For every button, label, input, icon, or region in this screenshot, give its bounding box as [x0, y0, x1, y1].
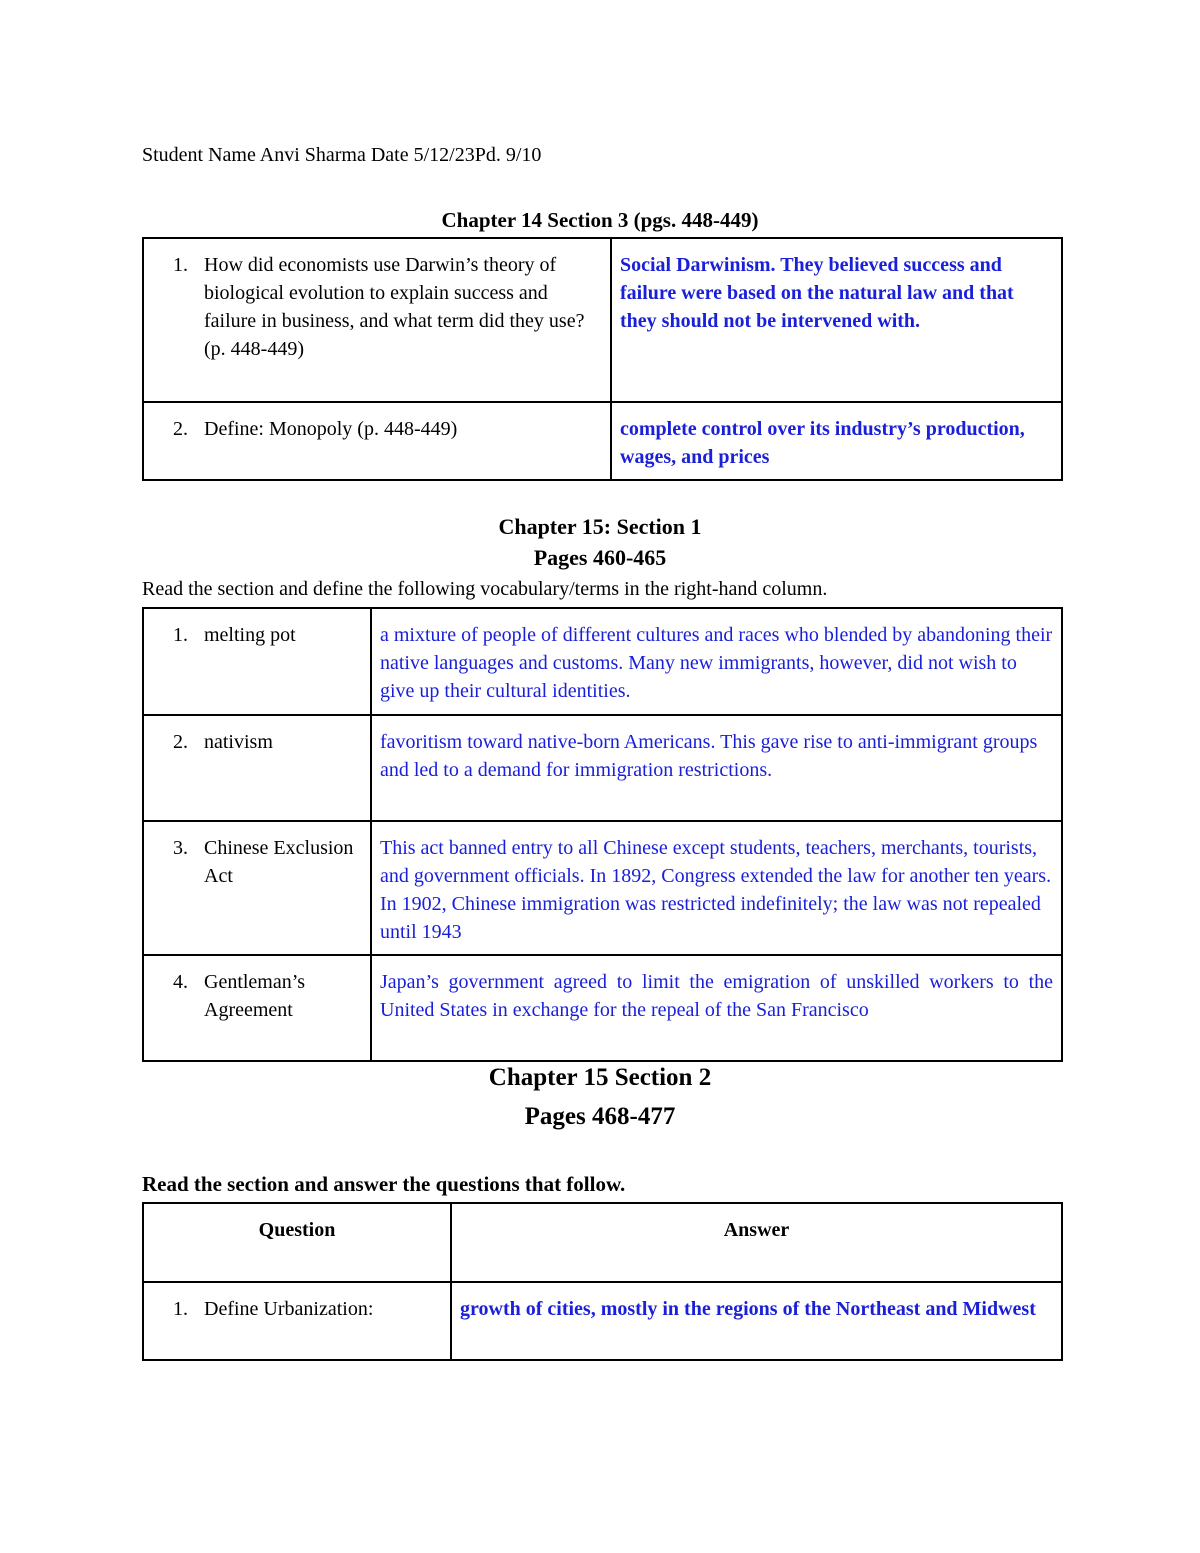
column-header-answer: Answer: [451, 1203, 1062, 1282]
definition-text: favoritism toward native-born Americans. This gave rise to anti-immigrant groups and led to a demand for immigration restrictions.: [380, 731, 1038, 781]
table-row: [143, 238, 1062, 402]
definition-text: This act banned entry to all Chinese except students, teachers, merchants, tourists, and government officials. In 1892, Congress extended the law for another ten years. In 1902, Chinese immigration was restricted indefinitely; the law was not repealed until 1943: [380, 837, 1052, 943]
row-number: 2.: [173, 731, 188, 753]
chapter-14-table: [142, 237, 1063, 481]
term-text: Gentleman’s Agreement: [204, 971, 306, 1021]
row-number: 2.: [173, 418, 188, 440]
student-info-line: Student Name Anvi Sharma Date 5/12/23Pd. 9/10: [142, 144, 542, 166]
chapter-15-section-1-pages: Pages 460-465: [533, 545, 667, 570]
answer-text: Social Darwinism. They believed success and failure were based on the natural law and that they should not be intervened with.: [620, 254, 1014, 332]
row-number: 3.: [173, 837, 188, 859]
question-text: Define Urbanization:: [204, 1298, 374, 1320]
term-text: nativism: [204, 731, 273, 753]
table-header-row: [143, 1203, 1062, 1282]
table-row: [143, 955, 1062, 1061]
question-text: How did economists use Darwin’s theory of biological evolution to explain success and failure in business, and what term did they use? (p. 448-449): [204, 254, 585, 360]
chapter-15-section-1-title: Chapter 15: Section 1: [498, 514, 702, 539]
question-text: Define: Monopoly (p. 448-449): [204, 418, 458, 440]
questions-table: [142, 1202, 1063, 1361]
vocabulary-table: [142, 607, 1063, 1062]
definition-text: a mixture of people of different cultures and races who blended by abandoning their native languages and customs. Many new immigrants, however, did not wish to give up their cultural identities.: [380, 624, 1053, 702]
row-number: 4.: [173, 971, 188, 993]
row-number: 1.: [173, 1298, 188, 1320]
answer-text: complete control over its industry’s production, wages, and prices: [620, 418, 1025, 468]
vocabulary-instructions: Read the section and define the following vocabulary/terms in the right-hand column.: [142, 578, 828, 600]
table-row: [143, 821, 1062, 955]
question-instructions: Read the section and answer the questions that follow.: [142, 1172, 626, 1196]
answer-text: growth of cities, mostly in the regions of the Northeast and Midwest: [460, 1298, 1036, 1320]
row-number: 1.: [173, 624, 188, 646]
column-header-question: Question: [143, 1203, 451, 1282]
term-text: melting pot: [204, 624, 296, 646]
table-row: [143, 715, 1062, 821]
table-row: [143, 608, 1062, 715]
table-row: [143, 1282, 1062, 1360]
chapter-14-title: Chapter 14 Section 3 (pgs. 448-449): [441, 208, 759, 232]
row-number: 1.: [173, 254, 188, 276]
chapter-15-section-2-title: Chapter 15 Section 2: [488, 1064, 712, 1091]
chapter-15-section-2-pages: Pages 468-477: [524, 1103, 676, 1130]
definition-text: Japan’s government agreed to limit the emigration of unskilled workers to the United States in exchange for the repeal of the San Francisco: [380, 971, 1053, 1021]
table-row: [143, 402, 1062, 480]
term-text: Chinese Exclusion Act: [204, 837, 354, 887]
